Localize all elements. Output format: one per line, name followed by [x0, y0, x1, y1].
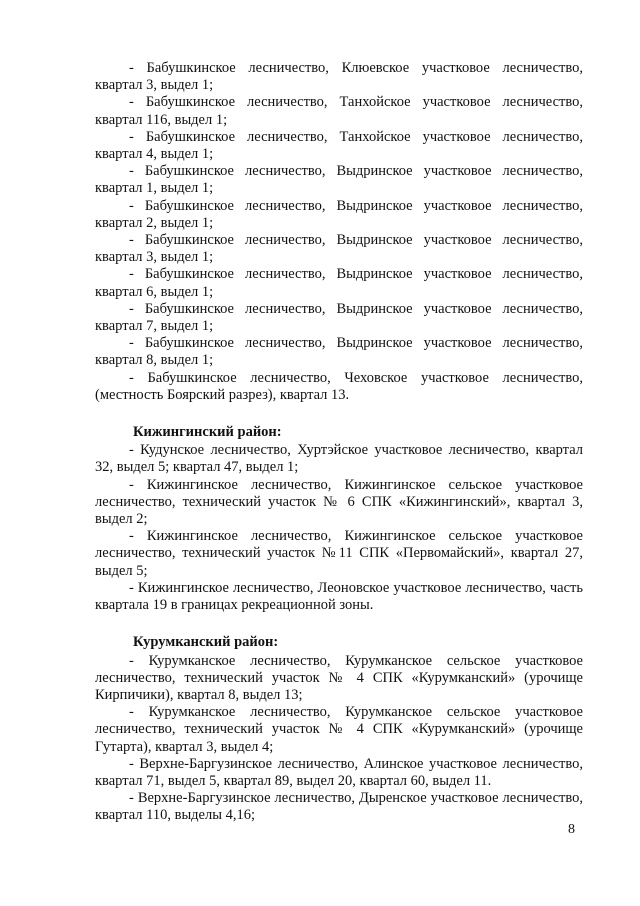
- list-item: - Кижингинское лесничество, Кижингинское сельское участковое лесничество, технический участок № 6 СПК «Кижингинский», квартал 3, выдел 2;: [95, 476, 583, 528]
- section-kurumkan: [95, 634, 583, 824]
- list-babushkin: [95, 60, 583, 404]
- section-kizhinga: [95, 424, 583, 614]
- list-item: - Бабушкинское лесничество, Клюевское участковое лесничество, квартал 3, выдел 1;: [95, 60, 583, 94]
- list-item: - Бабушкинское лесничество, Выдринское участковое лесничество, квартал 8, выдел 1;: [95, 335, 583, 369]
- list-item: - Бабушкинское лесничество, Танхойское участковое лесничество, квартал 116, выдел 1;: [95, 94, 583, 128]
- list-item: - Бабушкинское лесничество, Выдринское участковое лесничество, квартал 3, выдел 1;: [95, 232, 583, 266]
- list-item: - Бабушкинское лесничество, Выдринское участковое лесничество, квартал 6, выдел 1;: [95, 266, 583, 300]
- list-item: - Бабушкинское лесничество, Танхойское участковое лесничество, квартал 4, выдел 1;: [95, 128, 583, 163]
- list-item: - Бабушкинское лесничество, Выдринское участковое лесничество, квартал 1, выдел 1;: [95, 163, 583, 197]
- list-item: - Кудунское лесничество, Хуртэйское участковое лесничество, квартал 32, выдел 5; квартал 47, выдел 1;: [95, 442, 583, 476]
- section-heading: Курумканский район:: [133, 634, 279, 651]
- document-page: [95, 60, 583, 825]
- list-item: - Бабушкинское лесничество, Выдринское участковое лесничество, квартал 7, выдел 1;: [95, 300, 583, 335]
- page-number: 8: [568, 822, 575, 837]
- list-item: - Верхне-Баргузинское лесничество, Дыренское участковое лесничество, квартал 110, выделы 4,16;: [95, 790, 583, 824]
- list-item: - Кижингинское лесничество, Кижингинское сельское участковое лесничество, технический участок №11 СПК «Первомайский», квартал 27, выдел 5;: [95, 528, 583, 579]
- list-item: - Бабушкинское лесничество, Выдринское участковое лесничество, квартал 2, выдел 1;: [95, 197, 583, 231]
- list-item: - Курумканское лесничество, Курумканское сельское участковое лесничество, технический участок № 4 СПК «Курумканский» (урочище Гутарта), квартал 3, выдел 4;: [95, 704, 583, 755]
- list-item: - Кижингинское лесничество, Леоновское участковое лесничество, часть квартала 19 в границах рекреационной зоны.: [95, 579, 583, 614]
- list-item: - Курумканское лесничество, Курумканское сельское участковое лесничество, технический участок № 4 СПК «Курумканский» (урочище Кирпичики), квартал 8, выдел 13;: [95, 652, 583, 703]
- list-item: - Бабушкинское лесничество, Чеховское участковое лесничество, (местность Боярский разрез), квартал 13.: [95, 369, 583, 403]
- section-heading: Кижингинский район:: [133, 424, 282, 441]
- list-item: - Верхне-Баргузинское лесничество, Алинское участковое лесничество, квартал 71, выдел 5, квартал 89, выдел 20, квартал 60, выдел 11.: [95, 755, 583, 789]
